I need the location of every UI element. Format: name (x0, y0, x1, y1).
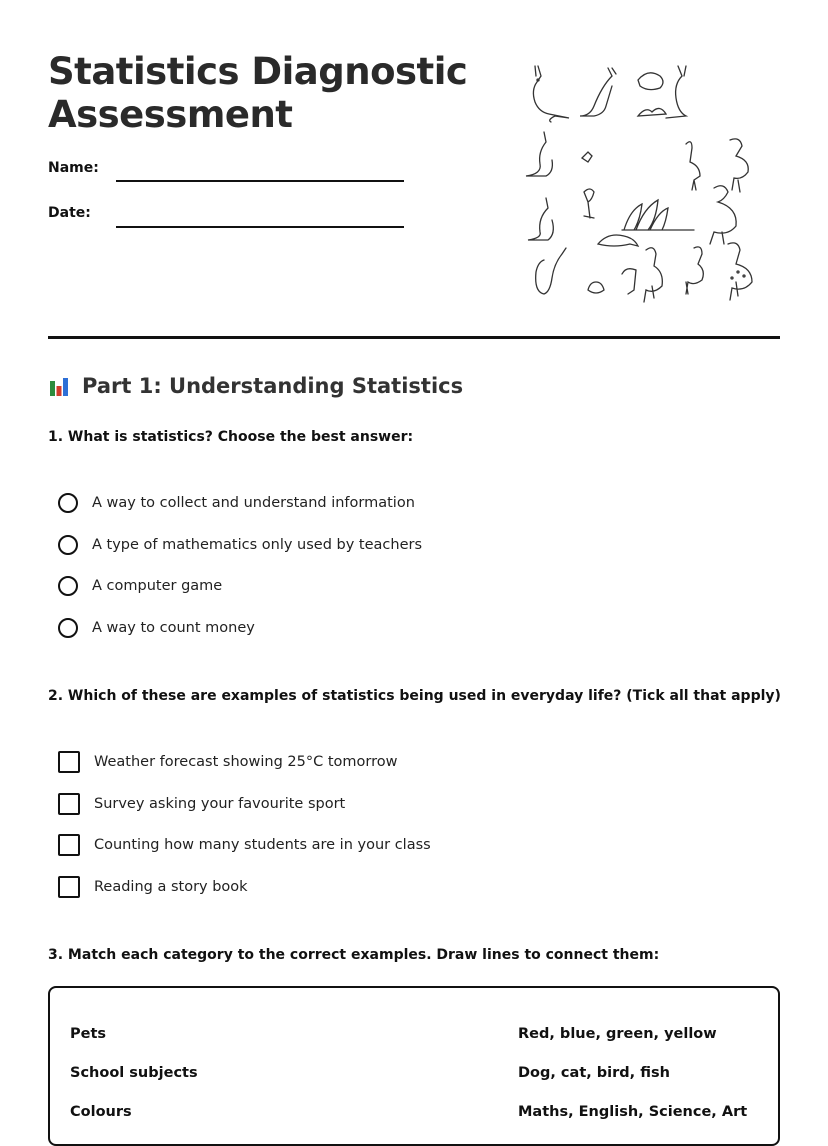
match-category[interactable]: Colours (70, 1104, 132, 1120)
checkbox[interactable] (58, 834, 80, 856)
wombat-drawing (638, 73, 663, 90)
wildflower-drawing (584, 189, 594, 218)
option-label: Weather forecast showing 25°C tomorrow (94, 754, 398, 770)
question-1: 1. What is statistics? Choose the best answer: (48, 429, 414, 445)
name-field[interactable] (116, 180, 404, 182)
q1-option-1[interactable] (58, 491, 415, 515)
match-category[interactable]: Pets (70, 1026, 107, 1042)
radio-button[interactable] (58, 493, 78, 513)
match-example[interactable]: Maths, English, Science, Art (518, 1104, 748, 1120)
q2-option-3[interactable] (58, 833, 431, 857)
date-field[interactable] (116, 226, 404, 228)
question-2: 2. Which of these are examples of statistics being used in everyday life? (Tick all that apply) (48, 688, 781, 704)
checkbox[interactable] (58, 793, 80, 815)
option-label: A way to count money (92, 620, 255, 636)
matching-box[interactable] (48, 986, 780, 1146)
checkbox[interactable] (58, 876, 80, 898)
name-label: Name: (48, 160, 99, 176)
kangaroo-drawing (533, 66, 569, 122)
match-example[interactable]: Red, blue, green, yellow (518, 1026, 717, 1042)
q1-option-4[interactable] (58, 616, 255, 640)
option-label: Reading a story book (94, 879, 248, 895)
option-label: Counting how many students are in your class (94, 837, 431, 853)
part1-title: Part 1: Understanding Statistics (82, 374, 464, 398)
checkbox[interactable] (58, 751, 80, 773)
wildflower-drawing (582, 152, 592, 162)
option-label: A computer game (92, 578, 223, 594)
australian-animals-clipart (518, 58, 766, 306)
platypus-drawing (598, 235, 638, 246)
q2-option-4[interactable] (58, 875, 248, 899)
part1-heading (48, 374, 463, 398)
emu-drawing (622, 248, 662, 302)
option-label: A way to collect and understand information (92, 495, 415, 511)
cassowary-drawing (730, 139, 748, 192)
emu-drawing (686, 142, 700, 190)
bird-drawing (686, 247, 703, 294)
option-label: Survey asking your favourite sport (94, 796, 346, 812)
option-label: A type of mathematics only used by teachers (92, 537, 423, 553)
radio-button[interactable] (58, 618, 78, 638)
page-title: Statistics Diagnostic Assessment (48, 50, 468, 136)
opera-house-drawing (622, 200, 694, 230)
emu-drawing (728, 243, 752, 300)
q2-option-2[interactable] (58, 792, 345, 816)
radio-button[interactable] (58, 576, 78, 596)
q1-option-3[interactable] (58, 574, 222, 598)
bar-chart-icon (48, 375, 70, 397)
q1-option-2[interactable] (58, 533, 422, 557)
kangaroo-drawing (580, 68, 616, 116)
section-divider (48, 336, 780, 339)
koala-drawing (588, 282, 604, 293)
kangaroo-drawing (536, 248, 566, 294)
cassowary-drawing (710, 186, 736, 244)
match-category[interactable]: School subjects (70, 1065, 198, 1081)
question-3: 3. Match each category to the correct examples. Draw lines to connect them: (48, 947, 660, 963)
q2-option-1[interactable] (58, 750, 397, 774)
match-example[interactable]: Dog, cat, bird, fish (518, 1065, 670, 1081)
kangaroo-drawing (528, 198, 553, 240)
date-label: Date: (48, 205, 91, 221)
kangaroo-drawing (526, 132, 552, 176)
radio-button[interactable] (58, 535, 78, 555)
